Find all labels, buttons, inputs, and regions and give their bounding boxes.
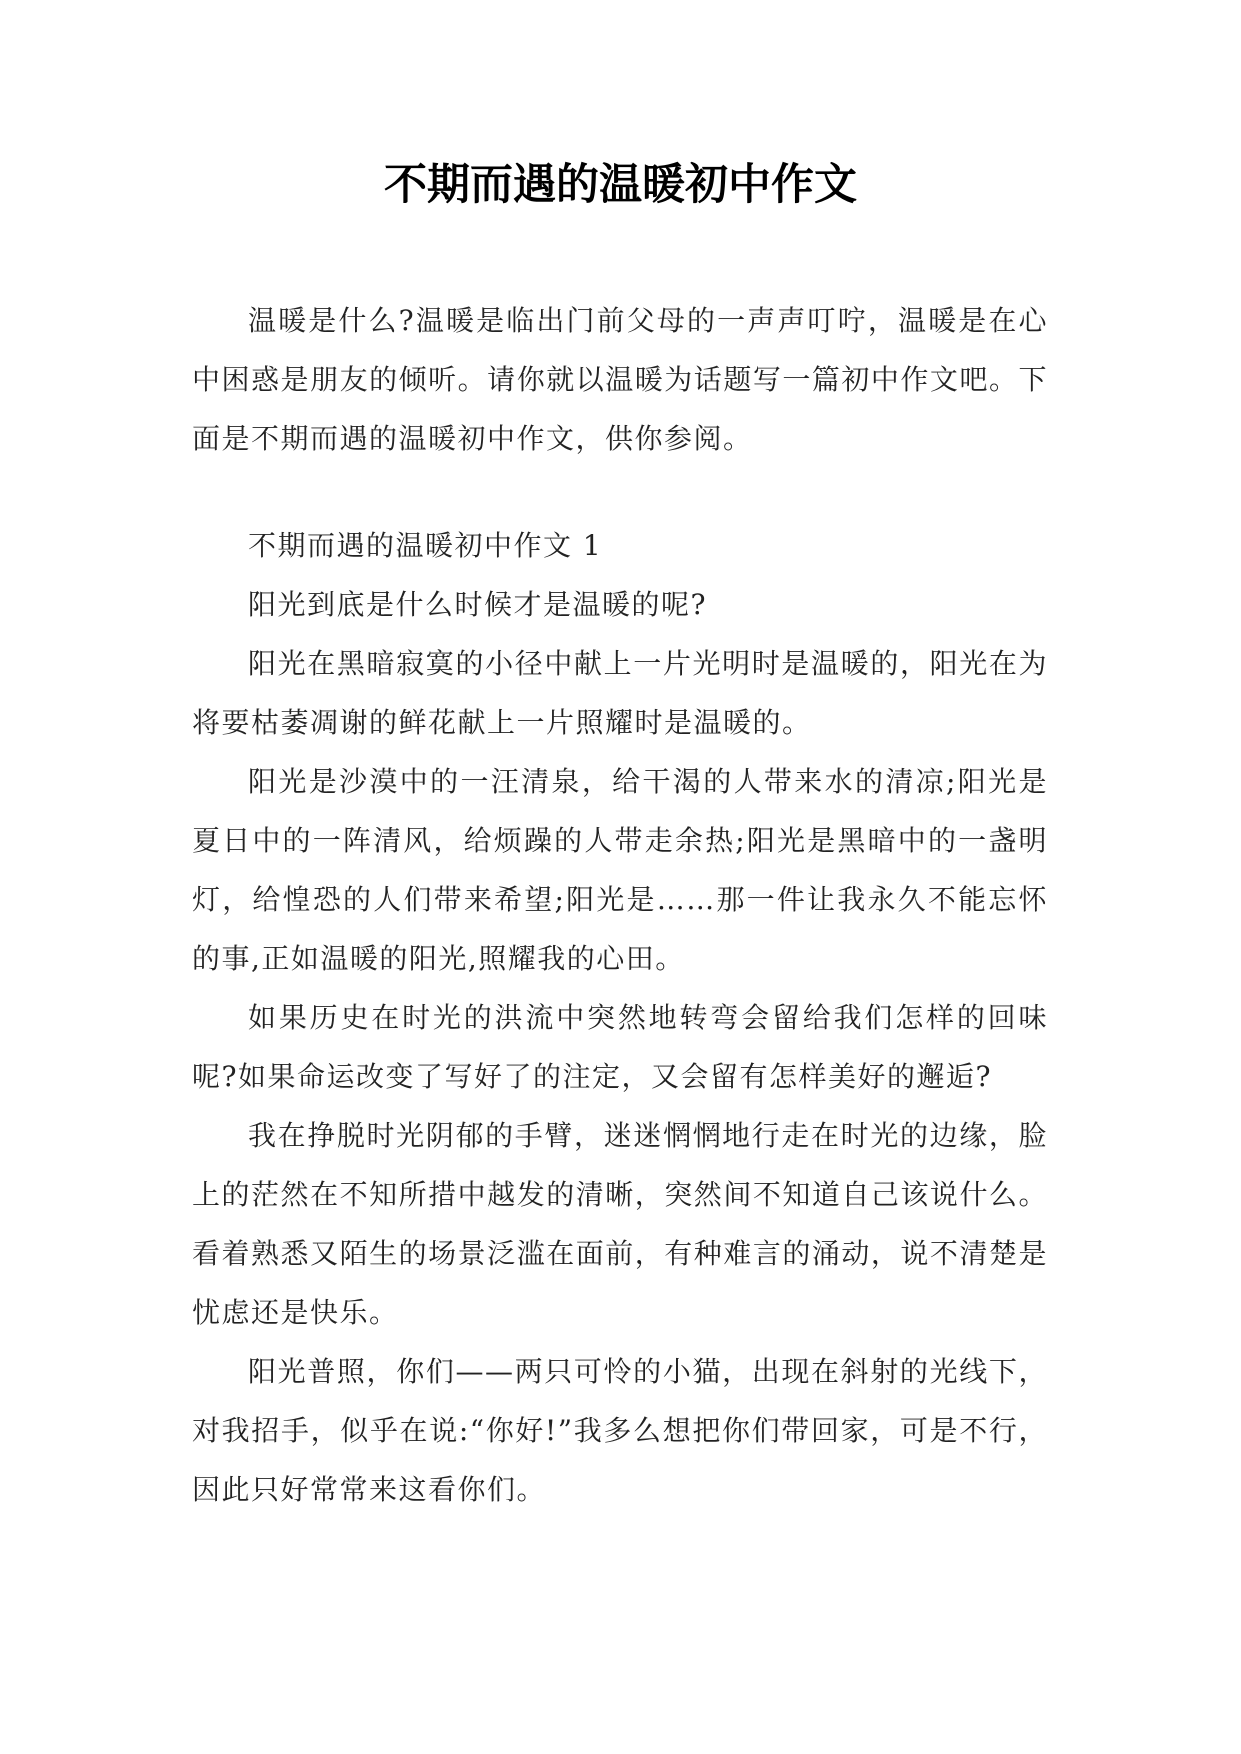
essay-section	[192, 516, 1048, 1519]
essay-paragraph: 阳光到底是什么时候才是温暖的呢?	[248, 588, 708, 621]
essay-paragraph: 如果历史在时光的洪流中突然地转弯会留给我们怎样的回味呢?如果命运改变了写好了的注定，又会留有怎样美好的邂逅?	[192, 1001, 1048, 1093]
essay-paragraph: 阳光是沙漠中的一汪清泉，给干渴的人带来水的清凉;阳光是夏日中的一阵清风，给烦躁的人带走余热;阳光是黑暗中的一盏明灯，给惶恐的人们带来希望;阳光是……那一件让我永久不能忘怀的事,正如温暖的阳光,照耀我的心田。	[192, 765, 1048, 975]
intro-paragraph: 温暖是什么?温暖是临出门前父母的一声声叮咛，温暖是在心中困惑是朋友的倾听。请你就以温暖为话题写一篇初中作文吧。下面是不期而遇的温暖初中作文，供你参阅。	[192, 304, 1048, 455]
document-title: 不期而遇的温暖初中作文	[384, 160, 857, 210]
essay-paragraph: 阳光普照，你们——两只可怜的小猫，出现在斜射的光线下，对我招手，似乎在说:“你好!”我多么想把你们带回家，可是不行，因此只好常常来这看你们。	[192, 1355, 1048, 1506]
essay-heading: 不期而遇的温暖初中作文 1	[248, 529, 603, 562]
essay-paragraph: 我在挣脱时光阴郁的手臂，迷迷惘惘地行走在时光的边缘，脸上的茫然在不知所措中越发的清晰，突然间不知道自己该说什么。看着熟悉又陌生的场景泛滥在面前，有种难言的涌动，说不清楚是忧虑还是快乐。	[192, 1119, 1048, 1329]
essay-paragraph: 阳光在黑暗寂寞的小径中献上一片光明时是温暖的，阳光在为将要枯萎凋谢的鲜花献上一片照耀时是温暖的。	[192, 647, 1048, 739]
intro-section	[192, 291, 1048, 468]
